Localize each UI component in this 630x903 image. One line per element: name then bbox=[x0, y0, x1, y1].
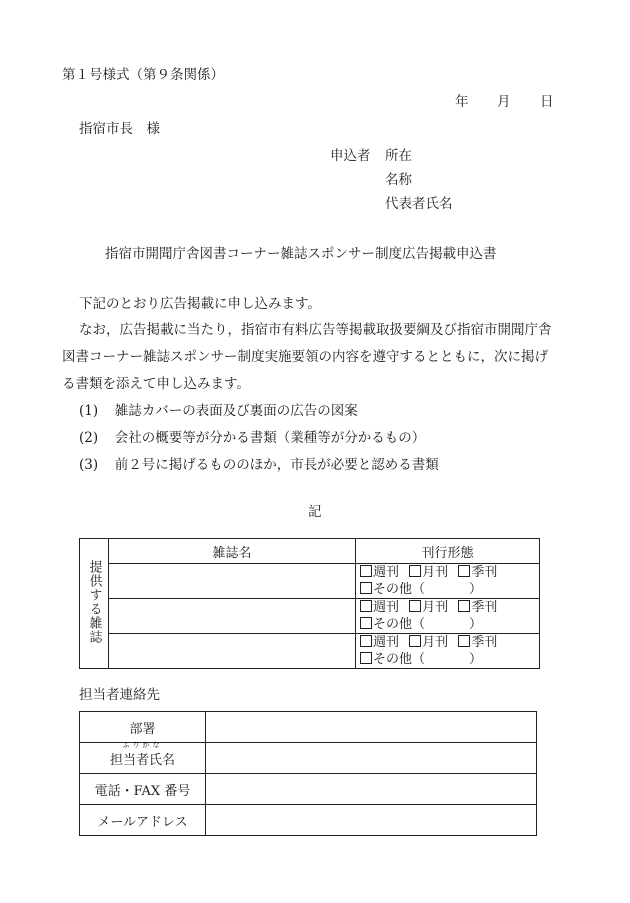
table-row bbox=[80, 634, 540, 669]
applicant-label: 申込者 bbox=[330, 148, 371, 164]
body-line-4: る書類を添えて申し込みます。 bbox=[62, 376, 250, 392]
person-label: 担当者氏名 bbox=[109, 752, 175, 768]
date-month: 月 bbox=[497, 94, 511, 110]
list-item-number: (3) bbox=[79, 457, 99, 473]
form-number: 第１号様式（第９条関係） bbox=[62, 67, 224, 83]
table-row bbox=[80, 564, 540, 599]
body-line-3: 図書コーナー雑誌スポンサー制度実施要領の内容を遵守するとともに，次に掲げ bbox=[62, 349, 548, 365]
list-item-number: (1) bbox=[79, 403, 99, 419]
applicant-name-label: 名称 bbox=[385, 172, 412, 188]
checkbox-other[interactable] bbox=[360, 652, 372, 664]
list-item-text: 前２号に掲げるもののほか，市長が必要と認める書類 bbox=[114, 457, 439, 473]
list-item-text: 雑誌カバーの表面及び裏面の広告の図案 bbox=[114, 403, 358, 419]
body-line-2: なお，広告掲載に当たり，指宿市有料広告等掲載取扱要綱及び指宿市開聞庁舎 bbox=[79, 322, 552, 338]
date-year: 年 bbox=[455, 94, 469, 110]
checkbox-weekly[interactable] bbox=[360, 635, 372, 647]
table-row bbox=[80, 805, 537, 836]
checkbox-monthly[interactable] bbox=[409, 565, 421, 577]
person-label-cell bbox=[80, 740, 206, 774]
side-label-cell bbox=[80, 539, 109, 669]
contact-table bbox=[79, 711, 537, 836]
list-item-number: (2) bbox=[79, 430, 99, 446]
checkbox-quarterly[interactable] bbox=[458, 600, 470, 612]
addressee: 指宿市長 様 bbox=[79, 121, 160, 137]
document-title: 指宿市開聞庁舎図書コーナー雑誌スポンサー制度広告掲載申込書 bbox=[105, 246, 497, 262]
checkbox-monthly[interactable] bbox=[409, 600, 421, 612]
list-item bbox=[79, 459, 439, 473]
magazine-name-cell[interactable] bbox=[109, 564, 356, 599]
dept-value[interactable] bbox=[206, 712, 537, 743]
email-label: メールアドレス bbox=[80, 805, 206, 836]
checkbox-quarterly[interactable] bbox=[458, 565, 470, 577]
ki-heading: 記 bbox=[308, 504, 322, 520]
magazine-name-cell[interactable] bbox=[109, 599, 356, 634]
list-item bbox=[79, 432, 425, 446]
col-header-magazine-name: 雑誌名 bbox=[109, 539, 356, 564]
checkbox-quarterly[interactable] bbox=[458, 635, 470, 647]
frequency-cell: 週刊 月刊 季刊 その他（ ） bbox=[356, 599, 540, 634]
list-item bbox=[79, 405, 358, 419]
phone-value[interactable] bbox=[206, 774, 537, 805]
email-value[interactable] bbox=[206, 805, 537, 836]
phone-label: 電話・FAX 番号 bbox=[80, 774, 206, 805]
applicant-representative-label: 代表者氏名 bbox=[385, 196, 453, 212]
dept-label: 部署 bbox=[80, 712, 206, 743]
person-value[interactable] bbox=[206, 743, 537, 774]
frequency-cell: 週刊 月刊 季刊 その他（ ） bbox=[356, 634, 540, 669]
person-ruby: ふりがな bbox=[122, 740, 163, 749]
applicant-address-label: 所在 bbox=[385, 148, 412, 164]
checkbox-other[interactable] bbox=[360, 617, 372, 629]
checkbox-weekly[interactable] bbox=[360, 600, 372, 612]
magazine-name-cell[interactable] bbox=[109, 634, 356, 669]
table-row bbox=[80, 712, 537, 743]
body-line-1: 下記のとおり広告掲載に申し込みます。 bbox=[79, 296, 321, 312]
checkbox-other[interactable] bbox=[360, 582, 372, 594]
checkbox-weekly[interactable] bbox=[360, 565, 372, 577]
list-item-text: 会社の概要等が分かる書類（業種等が分かるもの） bbox=[114, 430, 426, 446]
table-row bbox=[80, 743, 537, 774]
table-row bbox=[80, 599, 540, 634]
date-day: 日 bbox=[540, 94, 554, 110]
table-row bbox=[80, 774, 537, 805]
checkbox-monthly[interactable] bbox=[409, 635, 421, 647]
side-label: 提供する雑誌 bbox=[86, 559, 102, 644]
contact-heading: 担当者連絡先 bbox=[79, 687, 160, 703]
magazine-table bbox=[79, 538, 540, 669]
frequency-cell: 週刊 月刊 季刊 その他（ ） bbox=[356, 564, 540, 599]
col-header-frequency: 刊行形態 bbox=[356, 539, 540, 564]
